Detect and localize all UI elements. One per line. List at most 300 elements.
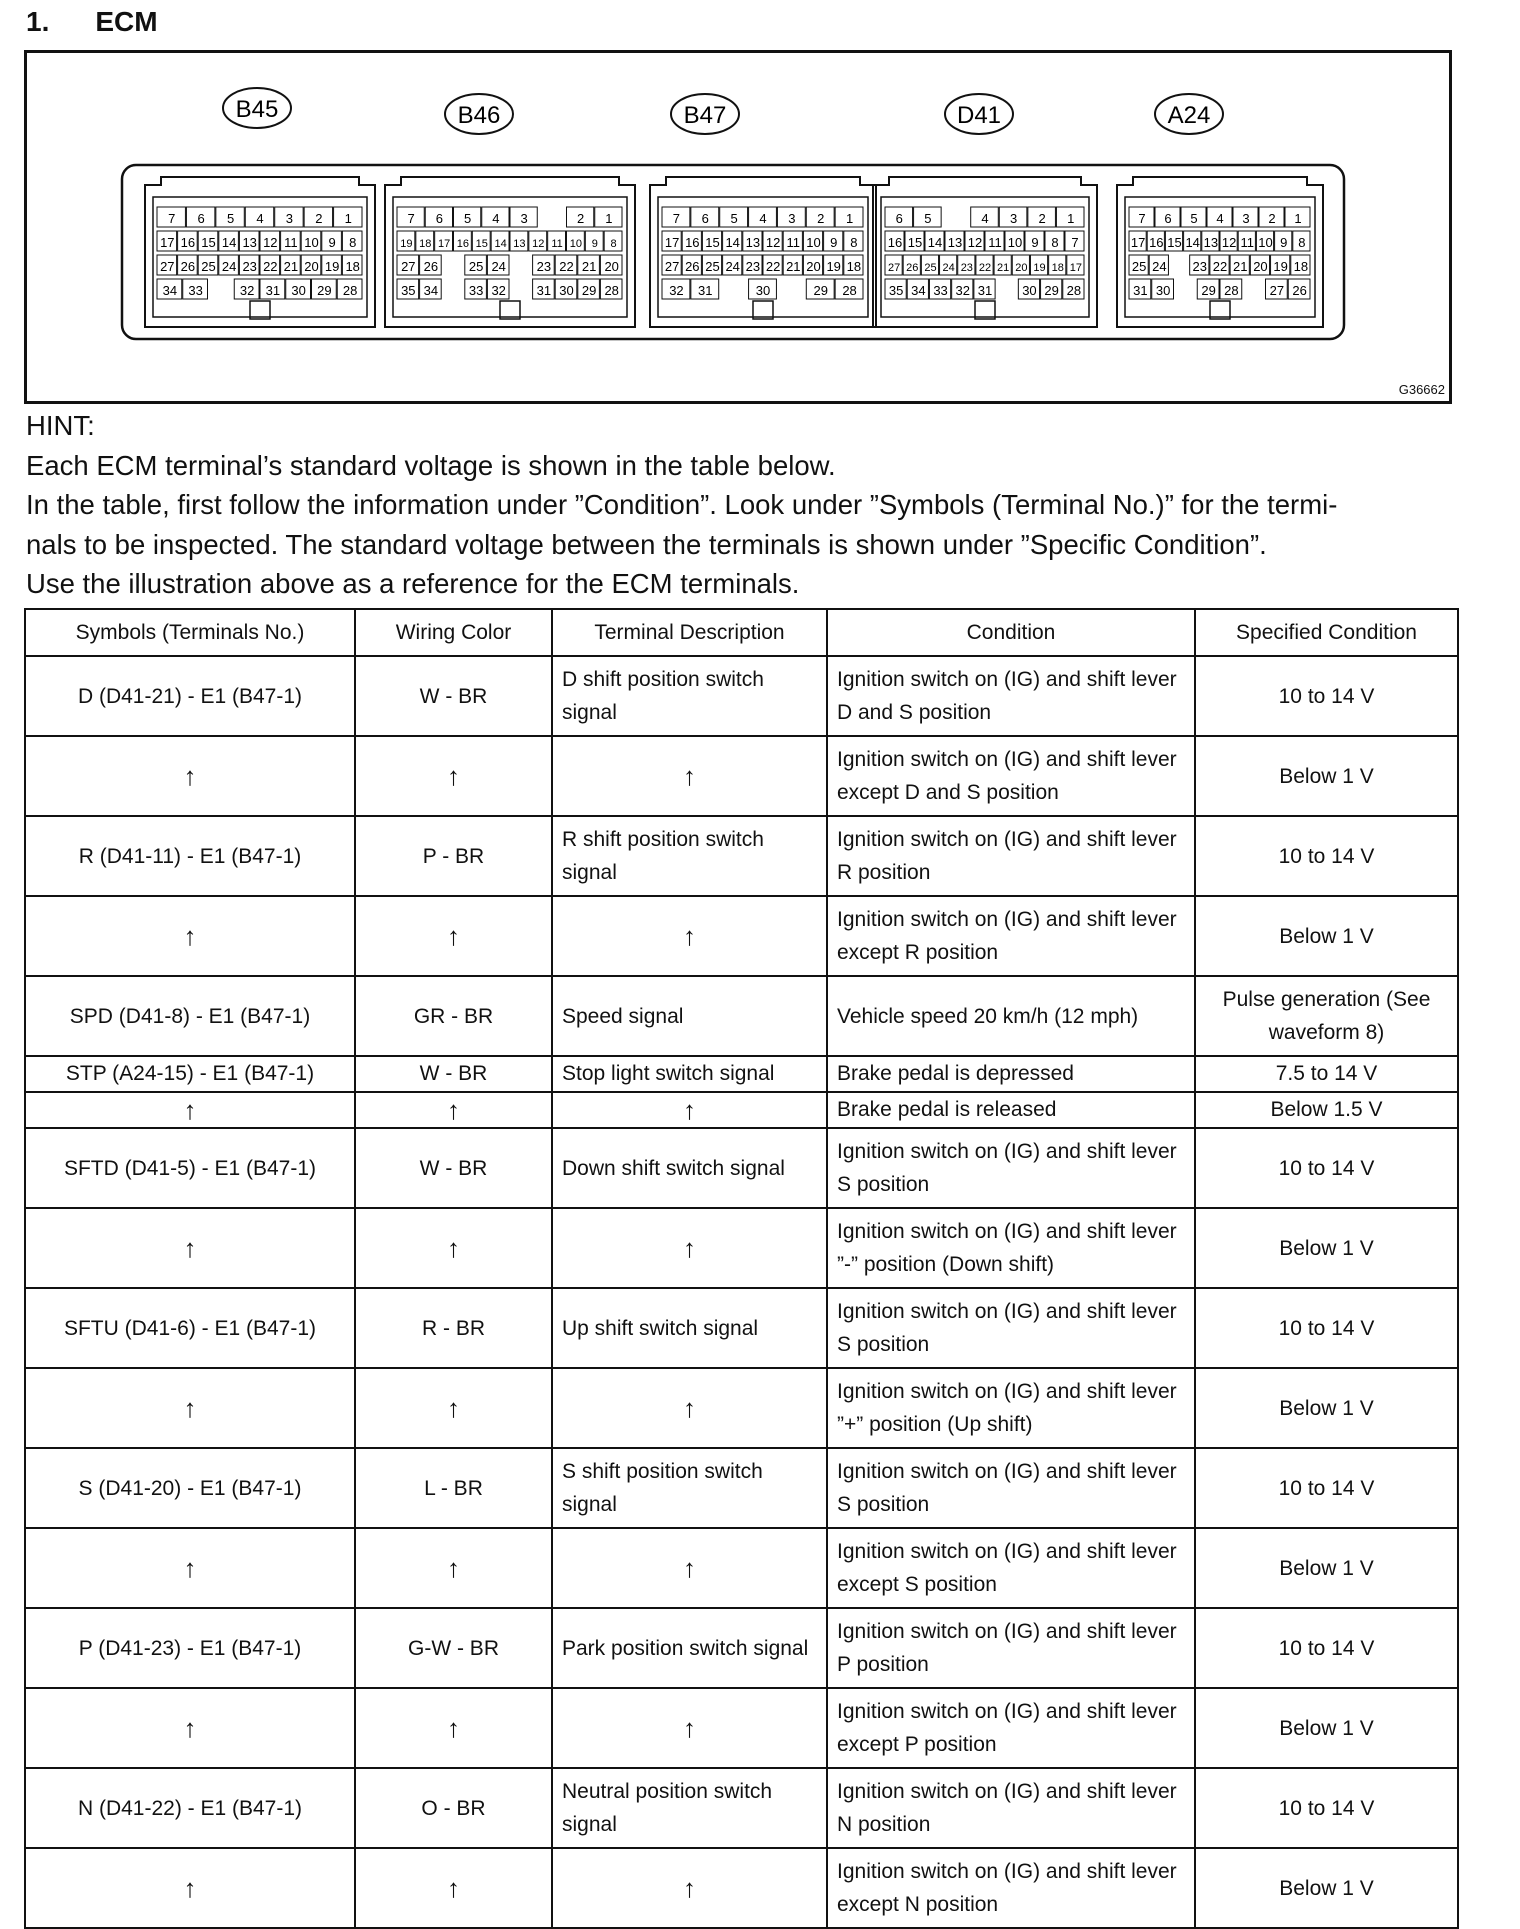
- pin-number: 31: [536, 283, 552, 298]
- pin-number: 13: [242, 235, 257, 250]
- pin-number: 27: [887, 262, 901, 274]
- connector-label: B47: [683, 102, 727, 129]
- pin-number: 4: [981, 211, 989, 226]
- pin-number: 25: [924, 262, 937, 274]
- pin-number: 12: [532, 238, 545, 250]
- pin-number: 29: [317, 283, 332, 298]
- pin-number: 2: [817, 211, 825, 226]
- connector-body: [385, 177, 635, 327]
- ecm-housing-outline: [122, 165, 1344, 339]
- pin-number: 30: [1155, 283, 1171, 298]
- table-row: [25, 656, 1458, 736]
- pin-number: 8: [349, 235, 357, 250]
- cell-symbols: SFTD (D41-5) - E1 (B47-1): [25, 1128, 355, 1208]
- pin-number: 5: [924, 211, 932, 226]
- connector-body: [1117, 177, 1323, 327]
- cell-specified: 10 to 14 V: [1195, 1608, 1458, 1688]
- ditto-arrow: ↑: [25, 1208, 355, 1288]
- pin-number: 1: [1294, 211, 1302, 226]
- cell-condition: Ignition switch on (IG) and shift lever N position: [827, 1768, 1195, 1848]
- pin-number: 31: [698, 283, 713, 298]
- pin-number: 15: [475, 238, 488, 250]
- table-row: [25, 976, 1458, 1056]
- pin-number: 7: [672, 211, 681, 226]
- pin-number: 12: [1221, 235, 1237, 250]
- cell-wiring-color: P - BR: [355, 816, 552, 896]
- connector-label: B45: [235, 96, 279, 123]
- cell-wiring-color: W - BR: [355, 656, 552, 736]
- cell-specified: Below 1 V: [1195, 1848, 1458, 1928]
- cell-condition: Ignition switch on (IG) and shift lever P position: [827, 1608, 1195, 1688]
- pin-number: 1: [605, 211, 613, 226]
- pin-number: 30: [755, 283, 771, 298]
- pin-number: 19: [1033, 262, 1046, 274]
- ditto-arrow: ↑: [25, 1528, 355, 1608]
- table-row: [25, 1128, 1458, 1208]
- pin-number: 22: [559, 259, 574, 274]
- cell-wiring-color: L - BR: [355, 1448, 552, 1528]
- pin-number: 21: [786, 259, 801, 274]
- pin-number: 9: [591, 238, 598, 250]
- ditto-arrow: ↑: [25, 1092, 355, 1128]
- pin-number: 14: [725, 235, 740, 250]
- pin-number: 25: [1131, 259, 1147, 274]
- pin-number: 8: [1298, 235, 1306, 250]
- hint-line: Each ECM terminal’s standard voltage is shown in the table below.: [26, 449, 836, 481]
- cell-condition: Brake pedal is released: [827, 1092, 1195, 1128]
- pin-number: 2: [315, 211, 323, 226]
- pin-number: 20: [604, 259, 619, 274]
- pin-number: 5: [226, 211, 235, 226]
- pin-number: 7: [1138, 211, 1146, 226]
- cell-wiring-color: W - BR: [355, 1056, 552, 1092]
- connector-a24: [1117, 94, 1323, 327]
- pin-number: 11: [551, 238, 563, 250]
- cell-specified: Below 1 V: [1195, 1528, 1458, 1608]
- hint-line: Use the illustration above as a reference for the ECM terminals.: [26, 568, 800, 599]
- cell-condition: Ignition switch on (IG) and shift lever except P position: [827, 1688, 1195, 1768]
- pin-number: 19: [826, 259, 841, 274]
- cell-specified: 7.5 to 14 V: [1195, 1056, 1458, 1092]
- pin-number: 8: [850, 235, 858, 250]
- header-symbols: Symbols (Terminals No.): [25, 609, 355, 656]
- pin-number: 13: [1203, 235, 1219, 250]
- pin-number: 31: [977, 283, 993, 298]
- pin-number: 29: [1044, 283, 1059, 298]
- pin-number: 18: [846, 259, 862, 274]
- pin-number: 27: [664, 259, 680, 274]
- pin-number: 9: [1031, 235, 1039, 250]
- pin-number: 27: [160, 259, 175, 274]
- ditto-arrow: ↑: [25, 1368, 355, 1448]
- ditto-arrow: ↑: [552, 1848, 827, 1928]
- pin-number: 2: [1038, 211, 1046, 226]
- pin-number: 33: [188, 283, 203, 298]
- cell-description: Neutral position switch signal: [552, 1768, 827, 1848]
- pin-number: 15: [705, 235, 720, 250]
- pin-number: 16: [456, 238, 470, 250]
- cell-specified: Pulse generation (See waveform 8): [1195, 976, 1458, 1056]
- pin-number: 26: [180, 259, 196, 274]
- table-header-row: [25, 609, 1458, 656]
- cell-symbols: S (D41-20) - E1 (B47-1): [25, 1448, 355, 1528]
- pin-number: 22: [978, 262, 992, 274]
- cell-specified: Below 1 V: [1195, 1208, 1458, 1288]
- ecm-connector-figure: [24, 50, 1452, 404]
- pin-number: 20: [806, 259, 821, 274]
- connector-label: A24: [1167, 102, 1211, 129]
- pin-number: 23: [960, 262, 973, 274]
- connector-b47: [650, 94, 876, 327]
- pin-number: 23: [1192, 259, 1208, 274]
- connector-body: [873, 177, 1097, 327]
- cell-specified: Below 1 V: [1195, 1368, 1458, 1448]
- pin-number: 19: [400, 238, 413, 250]
- cell-specified: Below 1 V: [1195, 736, 1458, 816]
- table-row: [25, 816, 1458, 896]
- pin-number: 6: [701, 211, 709, 226]
- cell-condition: Ignition switch on (IG) and shift lever S position: [827, 1128, 1195, 1208]
- connector-diagram: [27, 53, 1449, 401]
- pin-number: 17: [437, 238, 451, 250]
- pin-number: 18: [1051, 262, 1064, 274]
- pin-number: 20: [304, 259, 319, 274]
- pin-number: 18: [419, 238, 432, 250]
- ditto-arrow: ↑: [355, 1092, 552, 1128]
- section-number: 1.: [26, 6, 50, 37]
- pin-number: 15: [907, 235, 923, 250]
- pin-number: 26: [1292, 283, 1307, 298]
- cell-specified: 10 to 14 V: [1195, 1128, 1458, 1208]
- header-wiring-color: Wiring Color: [355, 609, 552, 656]
- table-row: [25, 1368, 1458, 1448]
- pin-number: 15: [1167, 235, 1182, 250]
- ditto-arrow: ↑: [552, 1208, 827, 1288]
- cell-description: Stop light switch signal: [552, 1056, 827, 1092]
- pin-number: 24: [221, 259, 237, 274]
- pin-number: 6: [895, 211, 903, 226]
- pin-number: 27: [1269, 283, 1285, 298]
- ditto-arrow: ↑: [355, 1208, 552, 1288]
- table-row: [25, 1768, 1458, 1848]
- pin-number: 3: [788, 211, 796, 226]
- ditto-arrow: ↑: [355, 736, 552, 816]
- pin-number: 29: [581, 283, 597, 298]
- header-specified-condition: Specified Condition: [1195, 609, 1458, 656]
- pin-number: 14: [494, 238, 507, 250]
- pin-number: 27: [401, 259, 416, 274]
- pin-number: 1: [1067, 211, 1075, 226]
- pin-number: 24: [491, 259, 506, 274]
- cell-condition: Ignition switch on (IG) and shift lever except N position: [827, 1848, 1195, 1928]
- pin-number: 9: [1280, 235, 1288, 250]
- pin-number: 15: [201, 235, 216, 250]
- pin-number: 28: [342, 283, 358, 298]
- pin-number: 30: [1022, 283, 1037, 298]
- cell-condition: Vehicle speed 20 km/h (12 mph): [827, 976, 1195, 1056]
- header-condition: Condition: [827, 609, 1195, 656]
- pin-number: 30: [559, 283, 574, 298]
- ditto-arrow: ↑: [355, 1688, 552, 1768]
- table-row: [25, 896, 1458, 976]
- cell-symbols: SPD (D41-8) - E1 (B47-1): [25, 976, 355, 1056]
- pin-number: 3: [285, 211, 294, 226]
- hint-line: nals to be inspected. The standard voltage between the terminals is shown under ”Specific Condition”.: [26, 528, 1267, 560]
- pin-number: 8: [610, 238, 617, 250]
- pin-number: 17: [1130, 235, 1146, 250]
- pin-number: 4: [492, 211, 500, 226]
- ditto-arrow: ↑: [552, 1688, 827, 1768]
- pin-number: 25: [705, 259, 720, 274]
- ditto-arrow: ↑: [552, 1368, 827, 1448]
- connector-d41: [873, 94, 1097, 327]
- pin-number: 24: [1152, 259, 1167, 274]
- pin-number: 21: [283, 259, 299, 274]
- pin-number: 7: [1071, 235, 1079, 250]
- ditto-arrow: ↑: [552, 896, 827, 976]
- pin-number: 32: [239, 283, 255, 298]
- pin-number: 25: [468, 259, 484, 274]
- cell-condition: Ignition switch on (IG) and shift lever S position: [827, 1288, 1195, 1368]
- pin-number: 32: [669, 283, 684, 298]
- cell-condition: Ignition switch on (IG) and shift lever except D and S position: [827, 736, 1195, 816]
- hint-line: In the table, first follow the information under ”Condition”. Look under ”Symbols (Terminal No.)” for the termi-: [26, 489, 1338, 520]
- pin-number: 28: [1224, 283, 1239, 298]
- cell-symbols: N (D41-22) - E1 (B47-1): [25, 1768, 355, 1848]
- pin-number: 9: [830, 235, 838, 250]
- pin-number: 11: [284, 235, 298, 250]
- table-row: [25, 1208, 1458, 1288]
- pin-number: 2: [577, 211, 585, 226]
- cell-symbols: STP (A24-15) - E1 (B47-1): [25, 1056, 355, 1092]
- table-row: [25, 1688, 1458, 1768]
- pin-number: 3: [1009, 211, 1018, 226]
- pin-number: 28: [842, 283, 857, 298]
- pin-number: 24: [725, 259, 740, 274]
- pin-number: 18: [1293, 259, 1309, 274]
- terminal-voltage-table: [24, 608, 1459, 1929]
- pin-number: 12: [263, 235, 278, 250]
- pin-number: 4: [1216, 211, 1224, 226]
- table-row: [25, 1056, 1458, 1092]
- pin-number: 11: [988, 235, 1002, 250]
- pin-number: 13: [745, 235, 761, 250]
- pin-number: 24: [942, 262, 955, 274]
- ditto-arrow: ↑: [355, 896, 552, 976]
- pin-number: 32: [955, 283, 971, 298]
- pin-number: 17: [160, 235, 175, 250]
- table-row: [25, 1092, 1458, 1128]
- pin-number: 16: [1149, 235, 1164, 250]
- pin-number: 26: [906, 262, 919, 274]
- pin-number: 23: [242, 259, 257, 274]
- pin-number: 11: [786, 235, 801, 250]
- pin-number: 18: [345, 259, 360, 274]
- figure-code: G36662: [1398, 382, 1445, 397]
- table-row: [25, 1528, 1458, 1608]
- hint-label: HINT:: [26, 410, 95, 441]
- cell-specified: 10 to 14 V: [1195, 1288, 1458, 1368]
- connector-b45: [145, 88, 375, 327]
- cell-specified: 10 to 14 V: [1195, 816, 1458, 896]
- pin-number: 3: [1242, 211, 1250, 226]
- table-row: [25, 1848, 1458, 1928]
- pin-number: 9: [328, 235, 336, 250]
- cell-specified: 10 to 14 V: [1195, 1448, 1458, 1528]
- pin-number: 1: [344, 211, 352, 226]
- cell-condition: Ignition switch on (IG) and shift lever except R position: [827, 896, 1195, 976]
- ditto-arrow: ↑: [552, 1528, 827, 1608]
- table-row: [25, 1448, 1458, 1528]
- pin-number: 22: [263, 259, 278, 274]
- pin-number: 1: [845, 211, 854, 226]
- cell-description: Park position switch signal: [552, 1608, 827, 1688]
- pin-number: 10: [806, 235, 821, 250]
- pin-number: 16: [685, 235, 700, 250]
- pin-number: 22: [1212, 259, 1228, 274]
- pin-number: 33: [468, 283, 484, 298]
- pin-number: 8: [1051, 235, 1059, 250]
- connector-label: D41: [956, 102, 1002, 129]
- pin-number: 12: [765, 235, 781, 250]
- pin-number: 12: [967, 235, 983, 250]
- pin-number: 32: [491, 283, 506, 298]
- cell-specified: 10 to 14 V: [1195, 1768, 1458, 1848]
- ditto-arrow: ↑: [552, 1092, 827, 1128]
- pin-number: 30: [291, 283, 306, 298]
- pin-number: 35: [401, 283, 416, 298]
- pin-number: 34: [162, 283, 178, 298]
- cell-symbols: P (D41-23) - E1 (B47-1): [25, 1608, 355, 1688]
- pin-number: 17: [664, 235, 680, 250]
- pin-number: 21: [997, 262, 1010, 274]
- cell-description: Down shift switch signal: [552, 1128, 827, 1208]
- pin-number: 19: [1273, 259, 1288, 274]
- pin-number: 21: [1232, 259, 1248, 274]
- pin-number: 25: [201, 259, 216, 274]
- pin-number: 26: [685, 259, 700, 274]
- ditto-arrow: ↑: [25, 1688, 355, 1768]
- pin-number: 13: [513, 238, 526, 250]
- cell-description: D shift position switch signal: [552, 656, 827, 736]
- cell-symbols: R (D41-11) - E1 (B47-1): [25, 816, 355, 896]
- connector-body: [145, 177, 375, 327]
- pin-number: 5: [730, 211, 738, 226]
- pin-number: 29: [813, 283, 828, 298]
- cell-specified: 10 to 14 V: [1195, 656, 1458, 736]
- ditto-arrow: ↑: [25, 896, 355, 976]
- pin-number: 26: [423, 259, 439, 274]
- ditto-arrow: ↑: [25, 736, 355, 816]
- cell-description: Up shift switch signal: [552, 1288, 827, 1368]
- pin-number: 10: [1258, 235, 1273, 250]
- cell-wiring-color: R - BR: [355, 1288, 552, 1368]
- pin-number: 5: [464, 211, 472, 226]
- connector-body: [650, 177, 876, 327]
- pin-number: 13: [947, 235, 963, 250]
- pin-number: 4: [759, 211, 767, 226]
- pin-number: 20: [1253, 259, 1268, 274]
- pin-number: 28: [1066, 283, 1082, 298]
- section-title: ECM: [95, 6, 158, 37]
- pin-number: 4: [256, 211, 264, 226]
- pin-number: 7: [407, 211, 415, 226]
- pin-number: 11: [1240, 235, 1255, 250]
- cell-condition: Brake pedal is depressed: [827, 1056, 1195, 1092]
- cell-description: R shift position switch signal: [552, 816, 827, 896]
- pin-number: 7: [168, 211, 176, 226]
- cell-condition: Ignition switch on (IG) and shift lever ”+” position (Up shift): [827, 1368, 1195, 1448]
- ditto-arrow: ↑: [355, 1528, 552, 1608]
- cell-condition: Ignition switch on (IG) and shift lever except S position: [827, 1528, 1195, 1608]
- pin-number: 10: [304, 235, 319, 250]
- pin-number: 21: [581, 259, 597, 274]
- pin-number: 31: [1133, 283, 1148, 298]
- pin-number: 5: [1190, 211, 1198, 226]
- cell-specified: Below 1 V: [1195, 1688, 1458, 1768]
- pin-number: 14: [1185, 235, 1200, 250]
- section-heading: [26, 6, 158, 38]
- pin-number: 35: [888, 283, 904, 298]
- pin-number: 2: [1268, 211, 1276, 226]
- header-terminal-description: Terminal Description: [552, 609, 827, 656]
- cell-condition: Ignition switch on (IG) and shift lever D and S position: [827, 656, 1195, 736]
- cell-symbols: SFTU (D41-6) - E1 (B47-1): [25, 1288, 355, 1368]
- pin-number: 34: [911, 283, 926, 298]
- pin-number: 17: [1069, 262, 1083, 274]
- table-row: [25, 736, 1458, 816]
- cell-wiring-color: O - BR: [355, 1768, 552, 1848]
- ditto-arrow: ↑: [25, 1848, 355, 1928]
- cell-condition: Ignition switch on (IG) and shift lever S position: [827, 1448, 1195, 1528]
- cell-symbols: D (D41-21) - E1 (B47-1): [25, 656, 355, 736]
- pin-number: 10: [569, 238, 583, 250]
- hint-block: [26, 406, 1466, 604]
- pin-number: 14: [221, 235, 237, 250]
- pin-number: 19: [324, 259, 340, 274]
- pin-number: 31: [265, 283, 281, 298]
- cell-wiring-color: GR - BR: [355, 976, 552, 1056]
- table-row: [25, 1288, 1458, 1368]
- ditto-arrow: ↑: [552, 736, 827, 816]
- pin-number: 10: [1007, 235, 1023, 250]
- ditto-arrow: ↑: [355, 1848, 552, 1928]
- pin-number: 6: [435, 211, 443, 226]
- pin-number: 6: [197, 211, 205, 226]
- pin-number: 29: [1201, 283, 1216, 298]
- table-row: [25, 1608, 1458, 1688]
- cell-specified: Below 1.5 V: [1195, 1092, 1458, 1128]
- pin-number: 16: [887, 235, 903, 250]
- cell-wiring-color: W - BR: [355, 1128, 552, 1208]
- pin-number: 6: [1164, 211, 1172, 226]
- pin-number: 14: [927, 235, 943, 250]
- pin-number: 33: [933, 283, 948, 298]
- cell-description: Speed signal: [552, 976, 827, 1056]
- cell-description: S shift position switch signal: [552, 1448, 827, 1528]
- cell-condition: Ignition switch on (IG) and shift lever R position: [827, 816, 1195, 896]
- connector-label: B46: [457, 102, 501, 129]
- cell-condition: Ignition switch on (IG) and shift lever ”-” position (Down shift): [827, 1208, 1195, 1288]
- pin-number: 28: [604, 283, 619, 298]
- pin-number: 22: [765, 259, 781, 274]
- pin-number: 16: [180, 235, 196, 250]
- connector-b46: [385, 94, 635, 327]
- pin-number: 3: [520, 211, 528, 226]
- ditto-arrow: ↑: [355, 1368, 552, 1448]
- cell-specified: Below 1 V: [1195, 896, 1458, 976]
- pin-number: 34: [423, 283, 439, 298]
